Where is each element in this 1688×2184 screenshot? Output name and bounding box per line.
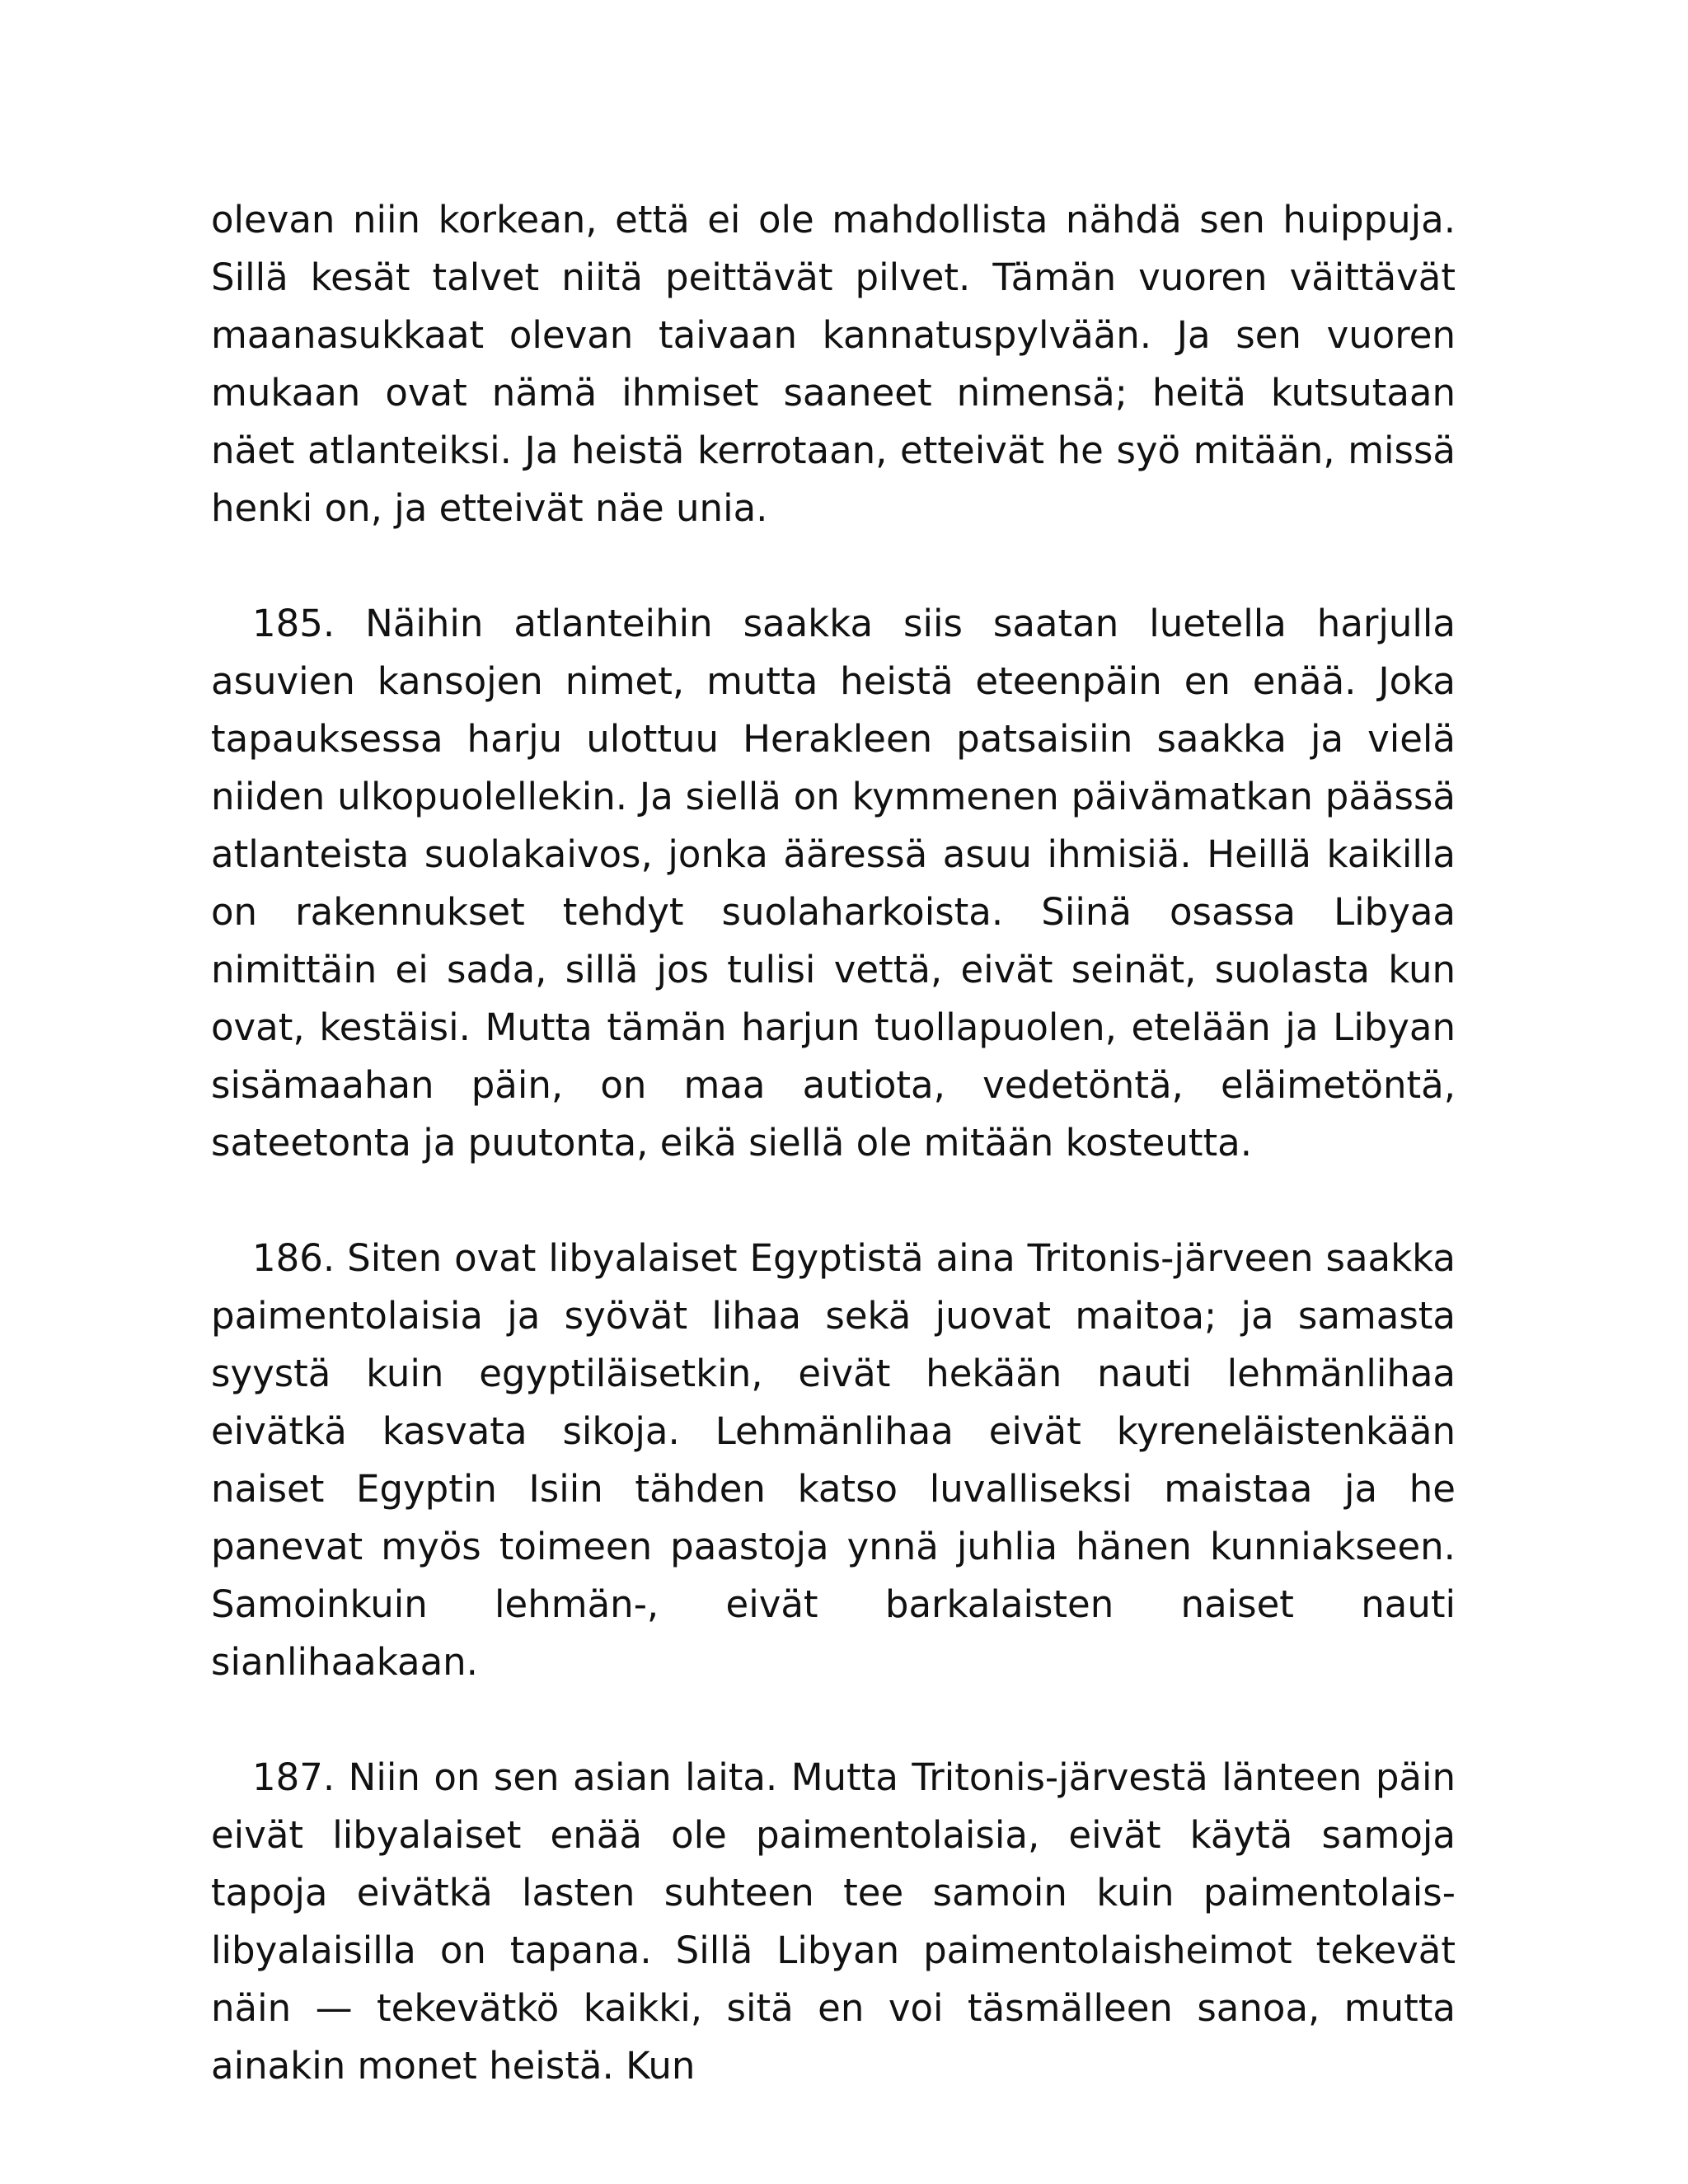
paragraph-186: 186. Siten ovat libyalaiset Egyptistä aina Tritonis-järveen saakka paimentolaisia ja syövät lihaa sekä juovat maitoa; ja samasta syystä kuin egyptiläisetkin, eivät hekään nauti lehmänlihaa eivätkä kasvata sikoja. Lehmänlihaa eivät kyreneläistenkään naiset Egyptin Isiin tähden katso luvalliseksi maistaa ja he panevat myös toimeen paastoja ynnä juhlia hänen kunniakseen. Samoinkuin lehmän-, eivät barkalaisten naiset nauti sianlihaakaan. xyxy=(211,1236,1456,1684)
paragraph-185: 185. Näihin atlanteihin saakka siis saatan luetella harjulla asuvien kansojen nimet, mutta heistä eteenpäin en enää. Joka tapauksessa harju ulottuu Herakleen patsaisiin saakka ja vielä niiden ulkopuolellekin. Ja siellä on kymmenen päivämatkan päässä atlanteista suolakaivos, jonka ääressä asuu ihmisiä. Heillä kaikilla on rakennukset tehdyt suolaharkoista. Siinä osassa Libyaa nimittäin ei sada, sillä jos tulisi vettä, eivät seinät, suolasta kun ovat, kestäisi. Mutta tämän harjun tuollapuolen, etelään ja Libyan sisämaahan päin, on maa autiota, vedetöntä, eläimetöntä, sateetonta ja puutonta, eikä siellä ole mitään kosteutta. xyxy=(211,602,1456,1165)
text-body xyxy=(211,191,1456,2153)
paragraph-187: 187. Niin on sen asian laita. Mutta Tritonis-järvestä länteen päin eivät libyalaiset enää ole paimentolaisia, eivät käytä samoja tapoja eivätkä lasten suhteen tee samoin kuin paimentolais-libyalaisilla on tapana. Sillä Libyan paimentolaisheimot tekevät näin — tekevätkö kaikki, sitä en voi täsmälleen sanoa, mutta ainakin monet heistä. Kun xyxy=(211,1755,1456,2088)
paragraph-continuation: olevan niin korkean, että ei ole mahdollista nähdä sen huippuja. Sillä kesät talvet niitä peittävät pilvet. Tämän vuoren väittävät maanasukkaat olevan taivaan kannatuspylvään. Ja sen vuoren mukaan ovat nämä ihmiset saaneet nimensä; heitä kutsutaan näet atlanteiksi. Ja heistä kerrotaan, etteivät he syö mitään, missä henki on, ja etteivät näe unia. xyxy=(211,198,1456,530)
